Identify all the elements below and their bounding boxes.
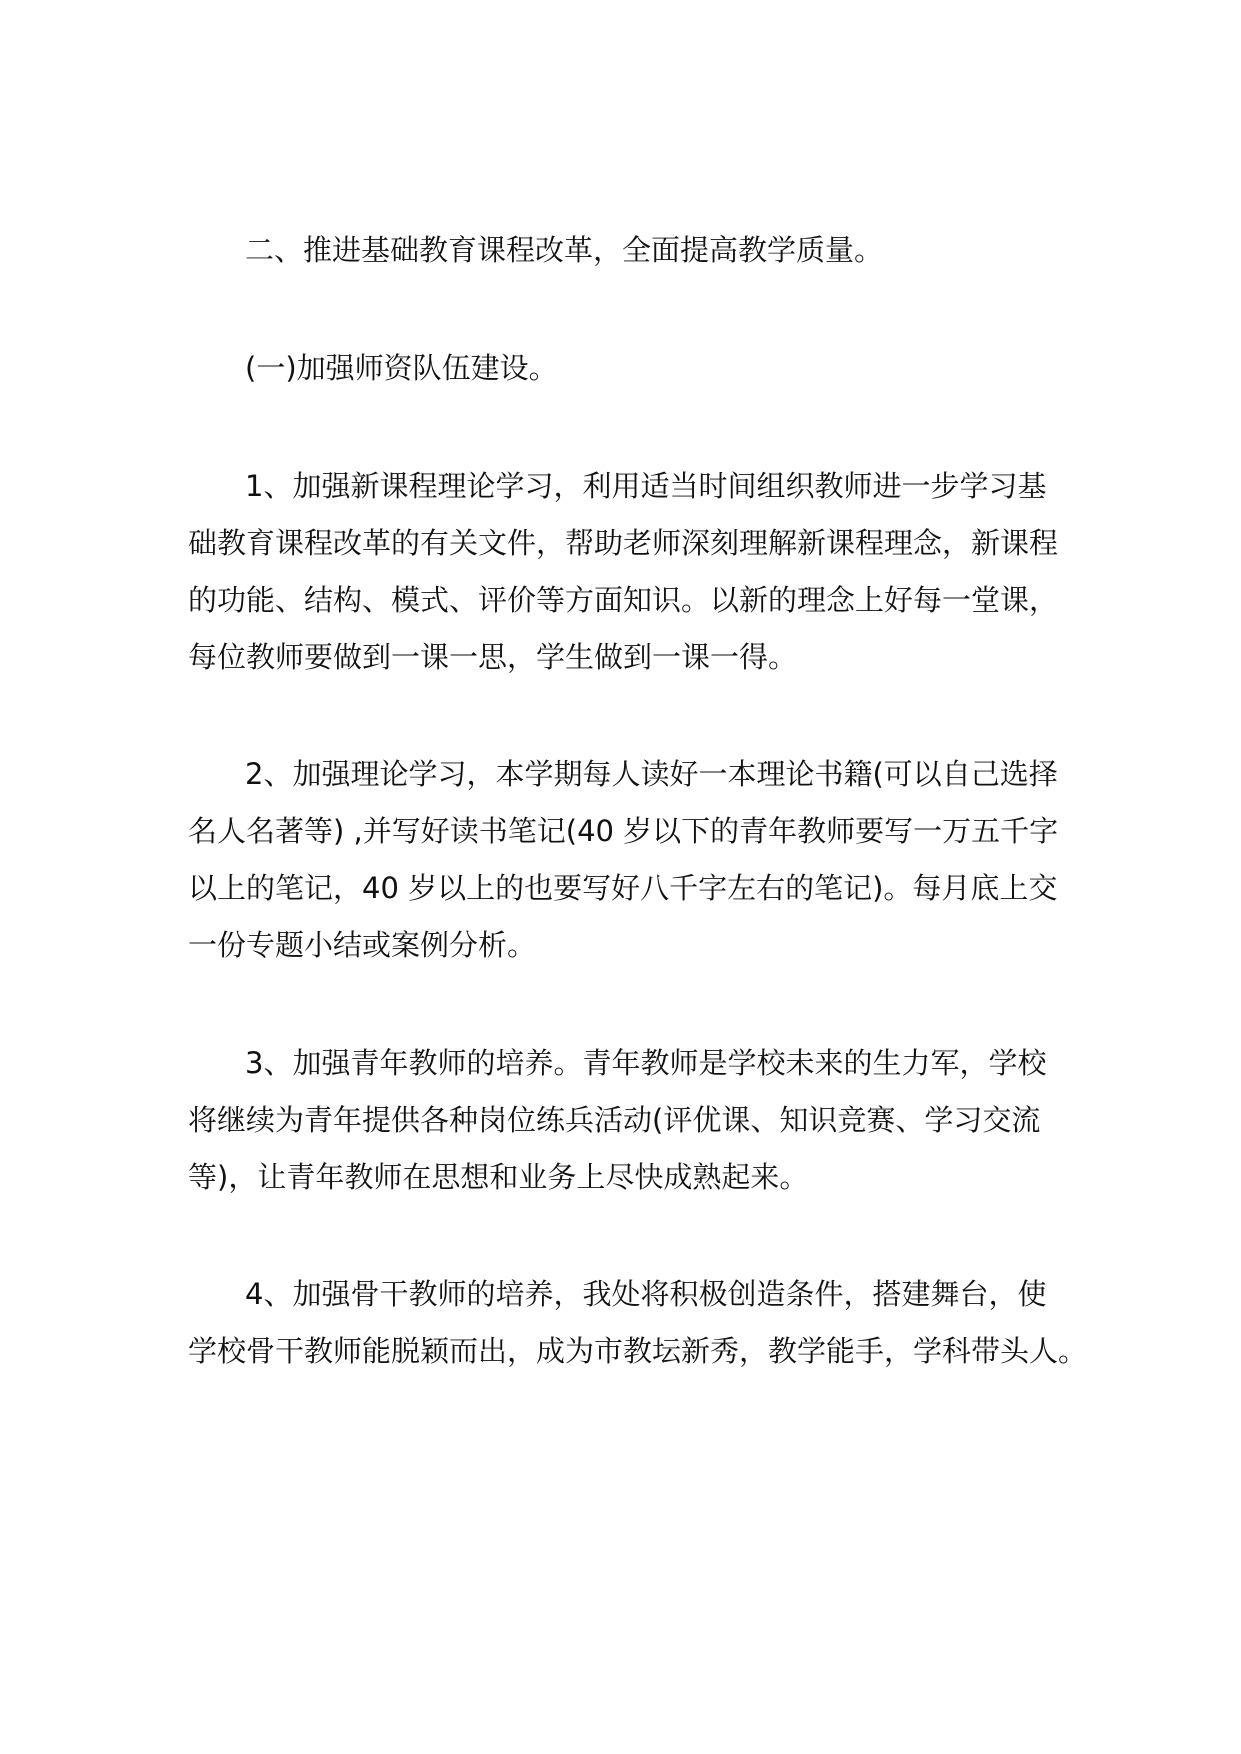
paragraph-3-line-3: 等)，让青年教师在思想和业务上尽快成熟起来。 [188, 1160, 809, 1194]
section-heading: 二、推进基础教育课程改革，全面提高教学质量。 [245, 233, 884, 267]
paragraph-2-line-4: 一份专题小结或案例分析。 [188, 928, 537, 962]
paragraph-2-line-2: 名人名著等) ,并写好读书笔记(40 岁以下的青年教师要写一万五千字 [188, 814, 1059, 848]
paragraph-3-line-2: 将继续为青年提供各种岗位练兵活动(评优课、知识竞赛、学习交流 [188, 1103, 1041, 1137]
paragraph-2-line-1: 2、加强理论学习，本学期每人读好一本理论书籍(可以自己选择 [245, 757, 1058, 791]
paragraph-1-line-3: 的功能、结构、模式、评价等方面知识。以新的理念上好每一堂课， [188, 583, 1059, 617]
paragraph-1-line-2: 础教育课程改革的有关文件，帮助老师深刻理解新课程理念，新课程 [188, 526, 1059, 560]
paragraph-1-line-1: 1、加强新课程理论学习，利用适当时间组织教师进一步学习基 [245, 469, 1047, 503]
paragraph-4-line-2: 学校骨干教师能脱颖而出，成为市教坛新秀，教学能手，学科带头人。 [188, 1334, 1088, 1368]
paragraph-3-line-1: 3、加强青年教师的培养。青年教师是学校未来的生力军，学校 [245, 1046, 1047, 1080]
paragraph-4-line-1: 4、加强骨干教师的培养，我处将积极创造条件，搭建舞台，使 [245, 1277, 1047, 1311]
paragraph-2-line-3: 以上的笔记，40 岁以上的也要写好八千字左右的笔记)。每月底上交 [188, 871, 1058, 905]
subsection-heading: (一)加强师资队伍建设。 [245, 351, 558, 385]
paragraph-1-line-4: 每位教师要做到一课一思，学生做到一课一得。 [188, 640, 798, 674]
